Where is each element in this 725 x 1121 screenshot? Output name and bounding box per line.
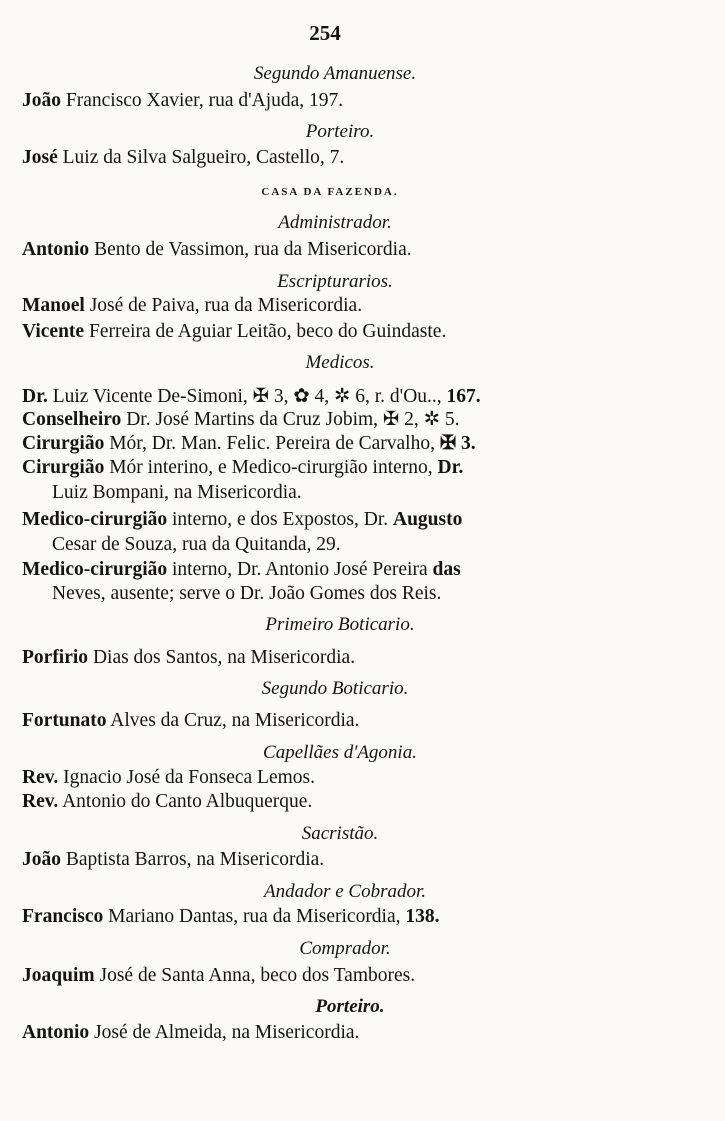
entry-text: José de Paiva, rua da Misericordia.: [84, 295, 363, 316]
entry: [22, 238, 412, 262]
section-heading: Medicos.: [305, 352, 375, 373]
entry-text: Francisco Xavier, rua d'Ajuda, 197.: [61, 90, 344, 111]
section-heading: Andador e Cobrador.: [263, 881, 427, 902]
entry-text: Ferreira de Aguiar Leitão, beco do Guindaste.: [84, 321, 447, 342]
entry: [22, 146, 344, 170]
entry-lead: Fortunato: [22, 710, 107, 731]
entry-continuation: [52, 582, 441, 606]
entry-text: José de Santa Anna, beco dos Tambores.: [94, 965, 416, 986]
entry: [22, 385, 481, 409]
entry-lead: Rev.: [22, 767, 59, 788]
entry-tail: Dr.: [437, 457, 464, 478]
entry-lead: Medico-cirurgião: [22, 559, 168, 580]
entry: [22, 766, 315, 790]
entry-text: Neves, ausente; serve o Dr. João Gomes dos Reis.: [52, 583, 442, 604]
entry-lead: Joaquim: [22, 965, 95, 986]
entry: [22, 432, 476, 456]
entry-lead: João: [22, 90, 61, 111]
entry: [22, 558, 461, 582]
section-heading: Segundo Boticario.: [261, 678, 409, 699]
entry: [22, 848, 324, 872]
entry-lead: Rev.: [22, 791, 59, 812]
entry: [22, 89, 343, 113]
entry-text: Luiz Bompani, na Misericordia.: [52, 482, 302, 503]
section-heading: Porteiro.: [315, 996, 385, 1017]
entry-tail: 167.: [446, 386, 481, 407]
entry-continuation: [52, 481, 302, 505]
entry-lead: José: [22, 147, 58, 168]
entry-lead: Porfirio: [22, 647, 89, 668]
entry: [22, 456, 463, 480]
entry-text: Luiz da Silva Salgueiro, Castello, 7.: [57, 147, 345, 168]
entry-tail: ✠ 3.: [439, 433, 476, 454]
entry: [22, 709, 359, 733]
entry-text: Alves da Cruz, na Misericordia.: [106, 710, 360, 731]
entry: [22, 294, 362, 318]
entry: [22, 964, 415, 988]
entry: [22, 1021, 359, 1045]
entry-lead: Manoel: [22, 295, 85, 316]
entry-continuation: [52, 533, 341, 557]
section-title: CASA DA FAZENDA.: [261, 186, 399, 198]
section-heading: Segundo Amanuense.: [253, 63, 417, 84]
entry: [22, 408, 459, 432]
entry-text: Cesar de Souza, rua da Quitanda, 29.: [52, 534, 341, 555]
page-number: 254: [309, 21, 341, 45]
entry-text: Antonio do Canto Albuquerque.: [58, 791, 313, 812]
entry-lead: Antonio: [22, 239, 90, 260]
section-heading: Administrador.: [278, 212, 392, 233]
entry-lead: Medico-cirurgião: [22, 509, 168, 530]
entry-text: Mór interino, e Medico-cirurgião interno,: [104, 457, 438, 478]
entry-text: Dias dos Santos, na Misericordia.: [88, 647, 356, 668]
entry-lead: Vicente: [22, 321, 85, 342]
entry-text: Bento de Vassimon, rua da Misericordia.: [89, 239, 412, 260]
section-heading: Sacristão.: [301, 823, 379, 844]
section-heading: Capellães d'Agonia.: [263, 742, 417, 763]
section-heading: Comprador.: [299, 938, 391, 959]
entry: [22, 508, 462, 532]
entry-text: Ignacio José da Fonseca Lemos.: [58, 767, 315, 788]
entry-text: José de Almeida, na Misericordia.: [89, 1022, 360, 1043]
entry-tail: Augusto: [392, 509, 463, 530]
entry-lead: Francisco: [22, 906, 104, 927]
entry-lead: Conselheiro: [22, 409, 122, 430]
entry: [22, 790, 312, 814]
entry-text: Dr. José Martins da Cruz Jobim, ✠ 2, ✲ 5.: [121, 409, 460, 430]
entry-text: interno, Dr. Antonio José Pereira: [167, 559, 433, 580]
entry-text: Luiz Vicente De-Simoni, ✠ 3, ✿ 4, ✲ 6, r. d'Ou..,: [47, 386, 447, 407]
entry-lead: Cirurgião: [22, 457, 105, 478]
entry: [22, 905, 440, 929]
entry-text: Baptista Barros, na Misericordia.: [61, 849, 325, 870]
entry-text: interno, e dos Expostos, Dr.: [167, 509, 393, 530]
entry-lead: Antonio: [22, 1022, 90, 1043]
section-heading: Porteiro.: [305, 121, 375, 142]
section-heading: Escripturarios.: [277, 271, 393, 292]
entry-text: Mariano Dantas, rua da Misericordia,: [103, 906, 406, 927]
entry: [22, 320, 446, 344]
entry-lead: Dr.: [22, 386, 48, 407]
entry-text: Mór, Dr. Man. Felic. Pereira de Carvalho,: [104, 433, 440, 454]
entry-tail: 138.: [405, 906, 440, 927]
entry-lead: Cirurgião: [22, 433, 105, 454]
entry-lead: João: [22, 849, 61, 870]
entry-tail: das: [432, 559, 461, 580]
section-heading: Primeiro Boticario.: [265, 614, 415, 635]
entry: [22, 646, 355, 670]
